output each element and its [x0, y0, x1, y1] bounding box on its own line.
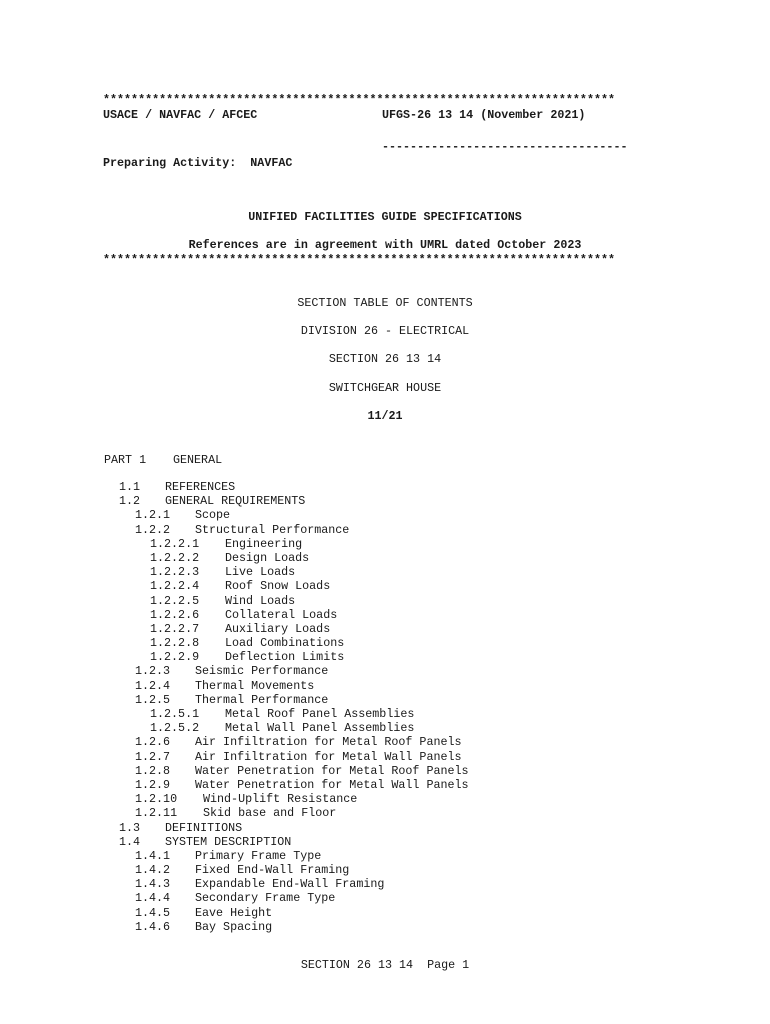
- toc-entry[interactable]: [0, 679, 770, 693]
- toc-entry-number: 1.4.4: [135, 891, 171, 906]
- toc-entry-number: 1.2.1: [135, 508, 171, 523]
- toc-entry-title: Metal Roof Panel Assemblies: [225, 707, 415, 721]
- toc-entry-number: 1.2.2.3: [150, 565, 200, 580]
- toc-entry-title: SYSTEM DESCRIPTION: [165, 834, 292, 849]
- toc-entry-title: Water Penetration for Metal Wall Panels: [195, 777, 469, 792]
- toc-entry[interactable]: [0, 735, 770, 749]
- toc-entry[interactable]: [0, 664, 770, 678]
- section-number-heading: SECTION 26 13 14: [328, 352, 442, 366]
- toc-entry-title: Deflection Limits: [225, 650, 345, 665]
- toc-entry-number: 1.4.6: [135, 919, 171, 934]
- toc-entry-number: 1.2: [119, 494, 141, 509]
- toc-entry-title: Primary Frame Type: [195, 848, 322, 863]
- part-label: PART 1: [104, 453, 147, 467]
- toc-entry-title: Roof Snow Loads: [225, 579, 331, 594]
- header-rule-top: *************************************************************************: [103, 93, 615, 107]
- toc-entry-number: 1.1: [119, 480, 141, 494]
- toc-entry-number: 1.4.5: [135, 905, 171, 920]
- toc-entry-number: 1.4.3: [135, 877, 171, 892]
- table-of-contents: [0, 480, 770, 934]
- toc-entry-title: Expandable End-Wall Framing: [195, 877, 385, 892]
- toc-entry-title: Collateral Loads: [225, 607, 338, 622]
- toc-entry[interactable]: [0, 792, 770, 806]
- toc-entry-title: Live Loads: [225, 565, 296, 580]
- toc-entry-number: 1.2.5.1: [150, 707, 200, 721]
- toc-entry[interactable]: [0, 622, 770, 636]
- toc-entry[interactable]: [0, 480, 770, 494]
- toc-entry-title: DEFINITIONS: [165, 820, 243, 835]
- section-date: 11/21: [367, 409, 403, 423]
- toc-entry[interactable]: [0, 806, 770, 820]
- toc-entry-title: Eave Height: [195, 905, 273, 920]
- toc-entry-number: 1.4.1: [135, 848, 171, 863]
- toc-entry[interactable]: [0, 750, 770, 764]
- toc-entry-number: 1.2.2: [135, 522, 171, 537]
- toc-entry[interactable]: [0, 579, 770, 593]
- toc-entry-number: 1.2.2.6: [150, 607, 200, 622]
- section-name-heading: SWITCHGEAR HOUSE: [328, 381, 442, 395]
- toc-entry-title: Structural Performance: [195, 522, 350, 537]
- toc-entry-title: Auxiliary Loads: [225, 621, 331, 636]
- toc-entry-number: 1.4.2: [135, 863, 171, 878]
- division-heading: DIVISION 26 - ELECTRICAL: [300, 324, 470, 338]
- document-title: UNIFIED FACILITIES GUIDE SPECIFICATIONS: [248, 210, 522, 224]
- toc-entry-number: 1.2.7: [135, 749, 171, 764]
- toc-entry-number: 1.2.5.2: [150, 721, 200, 736]
- toc-entry[interactable]: [0, 721, 770, 735]
- toc-entry-number: 1.2.2.2: [150, 550, 200, 565]
- toc-entry[interactable]: [0, 594, 770, 608]
- toc-entry[interactable]: [0, 835, 770, 849]
- toc-entry[interactable]: [0, 764, 770, 778]
- toc-entry[interactable]: [0, 821, 770, 835]
- dash-line: -----------------------------------: [382, 140, 628, 154]
- toc-entry[interactable]: [0, 650, 770, 664]
- toc-entry-number: 1.2.3: [135, 664, 171, 679]
- toc-entry[interactable]: [0, 537, 770, 551]
- header-rule-bottom: *************************************************************************: [103, 253, 615, 267]
- spec-id: UFGS-26 13 14 (November 2021): [382, 108, 586, 122]
- toc-entry-number: 1.3: [119, 820, 141, 835]
- references-note: References are in agreement with UMRL dated October 2023: [188, 238, 582, 252]
- toc-entry-title: Metal Wall Panel Assemblies: [225, 721, 415, 736]
- preparing-activity: Preparing Activity: NAVFAC: [103, 156, 293, 170]
- toc-entry-title: REFERENCES: [165, 480, 236, 494]
- toc-entry-number: 1.4: [119, 834, 141, 849]
- toc-entry-title: Water Penetration for Metal Roof Panels: [195, 763, 469, 778]
- toc-entry[interactable]: [0, 877, 770, 891]
- toc-entry-title: Fixed End-Wall Framing: [195, 863, 350, 878]
- toc-entry[interactable]: [0, 849, 770, 863]
- toc-entry[interactable]: [0, 565, 770, 579]
- toc-entry[interactable]: [0, 906, 770, 920]
- toc-entry[interactable]: [0, 891, 770, 905]
- toc-entry-number: 1.2.4: [135, 678, 171, 693]
- toc-entry[interactable]: [0, 693, 770, 707]
- toc-entry[interactable]: [0, 863, 770, 877]
- toc-entry-number: 1.2.8: [135, 763, 171, 778]
- toc-entry[interactable]: [0, 636, 770, 650]
- toc-entry-number: 1.2.6: [135, 735, 171, 750]
- toc-entry-number: 1.2.2.8: [150, 636, 200, 651]
- toc-entry-number: 1.2.2.4: [150, 579, 200, 594]
- agencies-label: USACE / NAVFAC / AFCEC: [103, 108, 258, 122]
- toc-entry-title: Thermal Movements: [195, 678, 315, 693]
- toc-entry[interactable]: [0, 523, 770, 537]
- toc-entry-number: 1.2.2.5: [150, 593, 200, 608]
- toc-entry-title: Secondary Frame Type: [195, 891, 336, 906]
- toc-entry[interactable]: [0, 778, 770, 792]
- toc-heading: SECTION TABLE OF CONTENTS: [297, 296, 473, 310]
- toc-entry-title: Seismic Performance: [195, 664, 329, 679]
- toc-entry-title: Air Infiltration for Metal Roof Panels: [195, 735, 462, 750]
- toc-entry[interactable]: [0, 551, 770, 565]
- toc-entry-title: Skid base and Floor: [203, 806, 337, 821]
- toc-entry-number: 1.2.2.9: [150, 650, 200, 665]
- toc-entry-title: Wind-Uplift Resistance: [203, 792, 358, 807]
- toc-entry-title: GENERAL REQUIREMENTS: [165, 494, 306, 509]
- toc-entry-number: 1.2.10: [135, 792, 178, 807]
- toc-entry-number: 1.2.2.7: [150, 621, 200, 636]
- toc-entry-title: Bay Spacing: [195, 919, 273, 934]
- toc-entry-number: 1.2.11: [135, 806, 178, 821]
- toc-entry-title: Wind Loads: [225, 593, 296, 608]
- toc-entry-title: Load Combinations: [225, 636, 345, 651]
- page-footer: SECTION 26 13 14 Page 1: [300, 958, 470, 972]
- toc-entry-title: Air Infiltration for Metal Wall Panels: [195, 749, 462, 764]
- toc-entry-title: Design Loads: [225, 550, 310, 565]
- toc-entry-title: Scope: [195, 508, 231, 523]
- toc-entry[interactable]: [0, 508, 770, 522]
- toc-entry-title: Thermal Performance: [195, 692, 329, 707]
- toc-entry-title: Engineering: [225, 536, 303, 551]
- toc-entry-number: 1.2.2.1: [150, 536, 200, 551]
- toc-entry[interactable]: [0, 920, 770, 934]
- toc-entry[interactable]: [0, 494, 770, 508]
- toc-entry-number: 1.2.9: [135, 777, 171, 792]
- toc-entry-number: 1.2.5: [135, 692, 171, 707]
- part-title: GENERAL: [173, 453, 223, 467]
- toc-entry[interactable]: [0, 707, 770, 721]
- toc-entry[interactable]: [0, 608, 770, 622]
